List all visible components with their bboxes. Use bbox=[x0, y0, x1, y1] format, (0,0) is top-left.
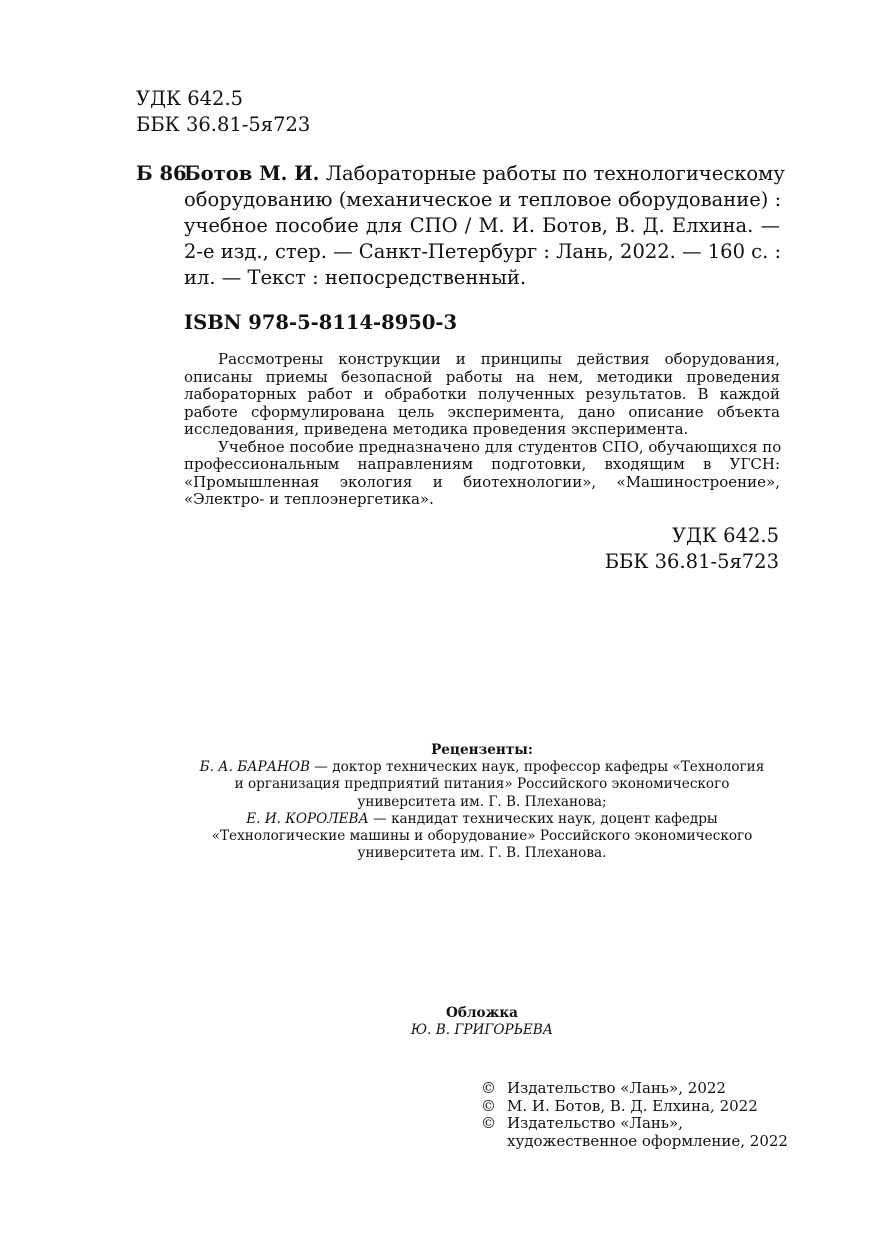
annotation-line: работе сформулирована цель эксперимента, дано описание объекта bbox=[184, 402, 780, 421]
annotation-paragraph-2 bbox=[184, 439, 780, 509]
annotation-line: «Промышленная экология и биотехнологии», «Машиностроение», bbox=[184, 472, 780, 491]
copyright-symbol: © bbox=[481, 1114, 496, 1132]
copyright-symbol: © bbox=[481, 1096, 496, 1115]
copyright-line-2 bbox=[481, 1098, 788, 1116]
bib-line-5: ил. — Текст : непосредственный. bbox=[184, 266, 527, 289]
bbk-top: ББК 36.81-5я723 bbox=[136, 113, 311, 136]
cover-heading: Обложка bbox=[446, 1005, 518, 1021]
copyright-line-3 bbox=[481, 1115, 788, 1133]
reviewer-2-desc: — кандидат технических наук, доцент кафедры bbox=[368, 810, 718, 827]
copyright-text: Издательство «Лань», 2022 bbox=[507, 1079, 726, 1097]
copyright-line-1 bbox=[481, 1080, 788, 1098]
cover-designer: Ю. В. ГРИГОРЬЕВА bbox=[410, 1022, 554, 1039]
bib-line-3: учебное пособие для СПО / М. И. Ботов, В. Д. Елхина. — bbox=[184, 214, 780, 237]
reviewer-1-line-3: университета им. Г. В. Плеханова; bbox=[357, 793, 607, 810]
annotation-line: Учебное пособие предназначено для студентов СПО, обучающихся по bbox=[218, 437, 782, 456]
udk-right: УДК 642.5 bbox=[671, 524, 779, 547]
reviewer-1-line-2: и организация предприятий питания» Российского экономического bbox=[234, 776, 730, 793]
annotation-line: исследования, приведена методика проведения эксперимента. bbox=[184, 420, 689, 438]
annotation-line: описаны приемы безопасной работы на нем, методики проведения bbox=[184, 367, 780, 386]
annotation-line: профессиональным направлениям подготовки, входящим в УГСН: bbox=[184, 455, 780, 473]
bib-line-2: оборудованию (механическое и тепловое оборудование) : bbox=[184, 188, 782, 211]
bibliographic-description bbox=[184, 161, 785, 291]
reviewer-1-line-1 bbox=[184, 759, 780, 776]
isbn: ISBN 978-5-8114-8950-3 bbox=[184, 311, 458, 334]
reviewers-block bbox=[184, 742, 780, 862]
copyright-text: художественное оформление, 2022 bbox=[507, 1131, 788, 1150]
bib-line-4: 2-е изд., стер. — Санкт-Петербург : Лань, 2022. — 160 с. : bbox=[184, 240, 782, 263]
annotation-line: Рассмотрены конструкции и принципы действия оборудования, bbox=[218, 350, 780, 368]
reviewer-2-line-2: «Технологические машины и оборудование» Российского экономического bbox=[211, 828, 753, 845]
udk-top: УДК 642.5 bbox=[136, 87, 244, 110]
author-mark: Б 86 bbox=[136, 162, 187, 185]
annotation-paragraph-1 bbox=[184, 351, 780, 439]
bib-author: Ботов М. И. bbox=[184, 162, 320, 185]
copyright-text: Издательство «Лань», bbox=[507, 1114, 684, 1132]
reviewer-2-line-1 bbox=[184, 811, 780, 828]
annotation-line: «Электро- и теплоэнергетика». bbox=[184, 490, 434, 508]
reviewers-heading: Рецензенты: bbox=[431, 742, 533, 758]
copyright-symbol: © bbox=[481, 1079, 496, 1097]
copyright-block bbox=[481, 1080, 788, 1150]
copyright-line-4 bbox=[481, 1133, 788, 1151]
reviewer-2-name: Е. И. КОРОЛЕВА bbox=[246, 810, 369, 827]
reviewer-1-name: Б. А. БАРАНОВ bbox=[199, 759, 310, 776]
annotation-line: лабораторных работ и обработки полученных результатов. В каждой bbox=[184, 385, 780, 403]
bib-line-1 bbox=[184, 161, 785, 187]
copyright-text: М. И. Ботов, В. Д. Елхина, 2022 bbox=[507, 1096, 758, 1115]
bbk-right: ББК 36.81-5я723 bbox=[604, 550, 779, 573]
annotation bbox=[184, 351, 780, 509]
bib-line-1-text: Лабораторные работы по технологическому bbox=[325, 162, 785, 185]
reviewer-1-desc: — доктор технических наук, профессор кафедры «Технология bbox=[309, 759, 765, 776]
cover-credit bbox=[184, 1005, 780, 1039]
reviewer-2-line-3: университета им. Г. В. Плеханова. bbox=[357, 845, 607, 862]
